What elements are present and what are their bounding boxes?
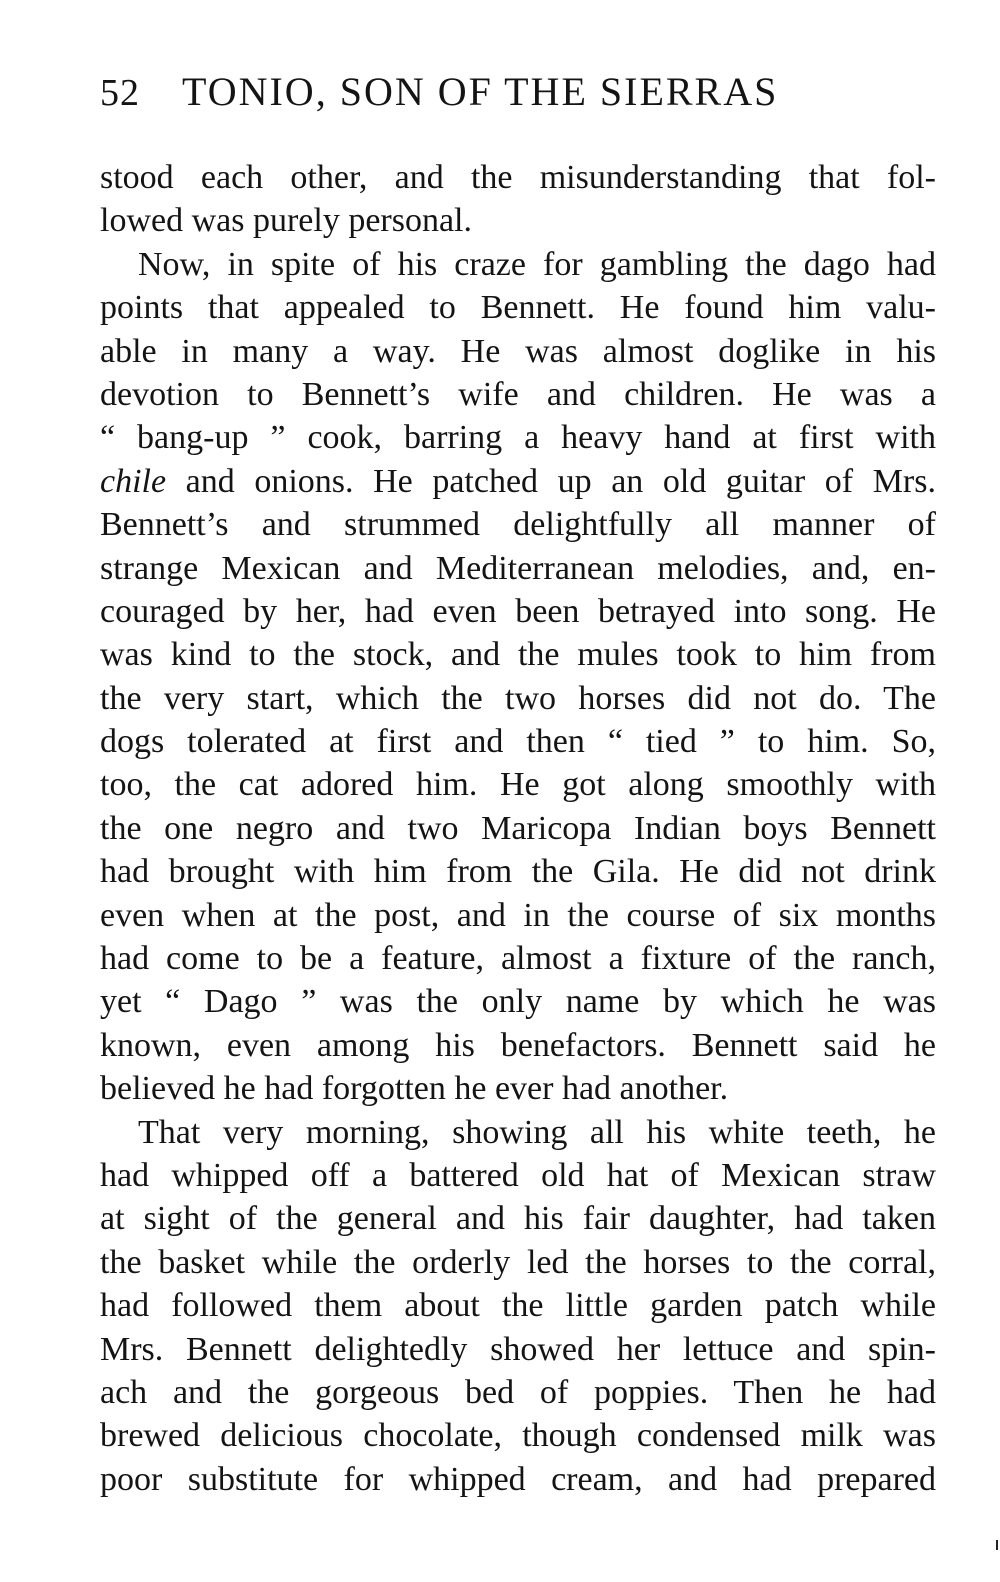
paragraph-1: [100, 156, 936, 243]
text-line: had whipped off a battered old hat of Mexican straw: [100, 1156, 936, 1194]
text-line: known, even among his benefactors. Bennett said he: [100, 1026, 936, 1064]
paragraph-2: [100, 243, 936, 1111]
page-number: 52: [100, 72, 140, 114]
text-line: too, the cat adored him. He got along smoothly with: [100, 766, 936, 804]
book-title: TONIO, SON OF THE SIERRAS: [182, 69, 779, 114]
text-line: Now, in spite of his craze for gambling the dago had: [138, 245, 936, 283]
text-line: yet “ Dago ” was the only name by which he was: [100, 983, 936, 1021]
text-line: had come to be a feature, almost a fixture of the ranch,: [100, 940, 936, 978]
running-header: [100, 68, 940, 128]
page-edge-mark: [996, 1540, 998, 1550]
text-line: “ bang-up ” cook, barring a heavy hand at first with: [100, 419, 936, 457]
text-line: had followed them about the little garden patch while: [100, 1287, 936, 1325]
text-line: at sight of the general and his fair daughter, had taken: [100, 1200, 936, 1238]
body-text: [100, 156, 936, 1501]
text-line: brewed delicious chocolate, though condensed milk was: [100, 1417, 936, 1455]
text-line: the very start, which the two horses did not do. The: [100, 679, 936, 717]
text-line: was kind to the stock, and the mules took to him from: [100, 636, 936, 674]
text-line: able in many a way. He was almost doglike in his: [100, 332, 936, 370]
text-line: ach and the gorgeous bed of poppies. Then he had: [100, 1373, 936, 1411]
text-line: the one negro and two Maricopa Indian boys Bennett: [100, 809, 936, 847]
text-line: couraged by her, had even been betrayed into song. He: [100, 592, 936, 630]
text-line: That very morning, showing all his white teeth, he: [138, 1113, 936, 1151]
text-line: strange Mexican and Mediterranean melodies, and, en-: [100, 549, 936, 587]
text-line: devotion to Bennett’s wife and children. He was a: [100, 375, 936, 413]
text-line: Bennett’s and strummed delightfully all manner of: [100, 506, 936, 544]
text-line: lowed was purely personal.: [100, 202, 473, 240]
italic-word: chile: [100, 462, 167, 500]
text-line: stood each other, and the misunderstanding that fol-: [100, 159, 936, 196]
text-line: the basket while the orderly led the horses to the corral,: [100, 1243, 936, 1281]
text-line: believed he had forgotten he ever had another.: [100, 1070, 729, 1108]
text-line: poor substitute for whipped cream, and had prepared: [100, 1460, 936, 1498]
text-line: Mrs. Bennett delightedly showed her lettuce and spin-: [100, 1330, 936, 1368]
text-line: points that appealed to Bennett. He found him valu-: [100, 289, 936, 327]
paragraph-3: [100, 1111, 936, 1502]
text-line: dogs tolerated at first and then “ tied ” to him. So,: [100, 723, 936, 761]
text-line: chile and onions. He patched up an old guitar of Mrs.: [100, 462, 936, 500]
text-line: had brought with him from the Gila. He did not drink: [100, 853, 936, 891]
text-line: even when at the post, and in the course of six months: [100, 896, 936, 934]
